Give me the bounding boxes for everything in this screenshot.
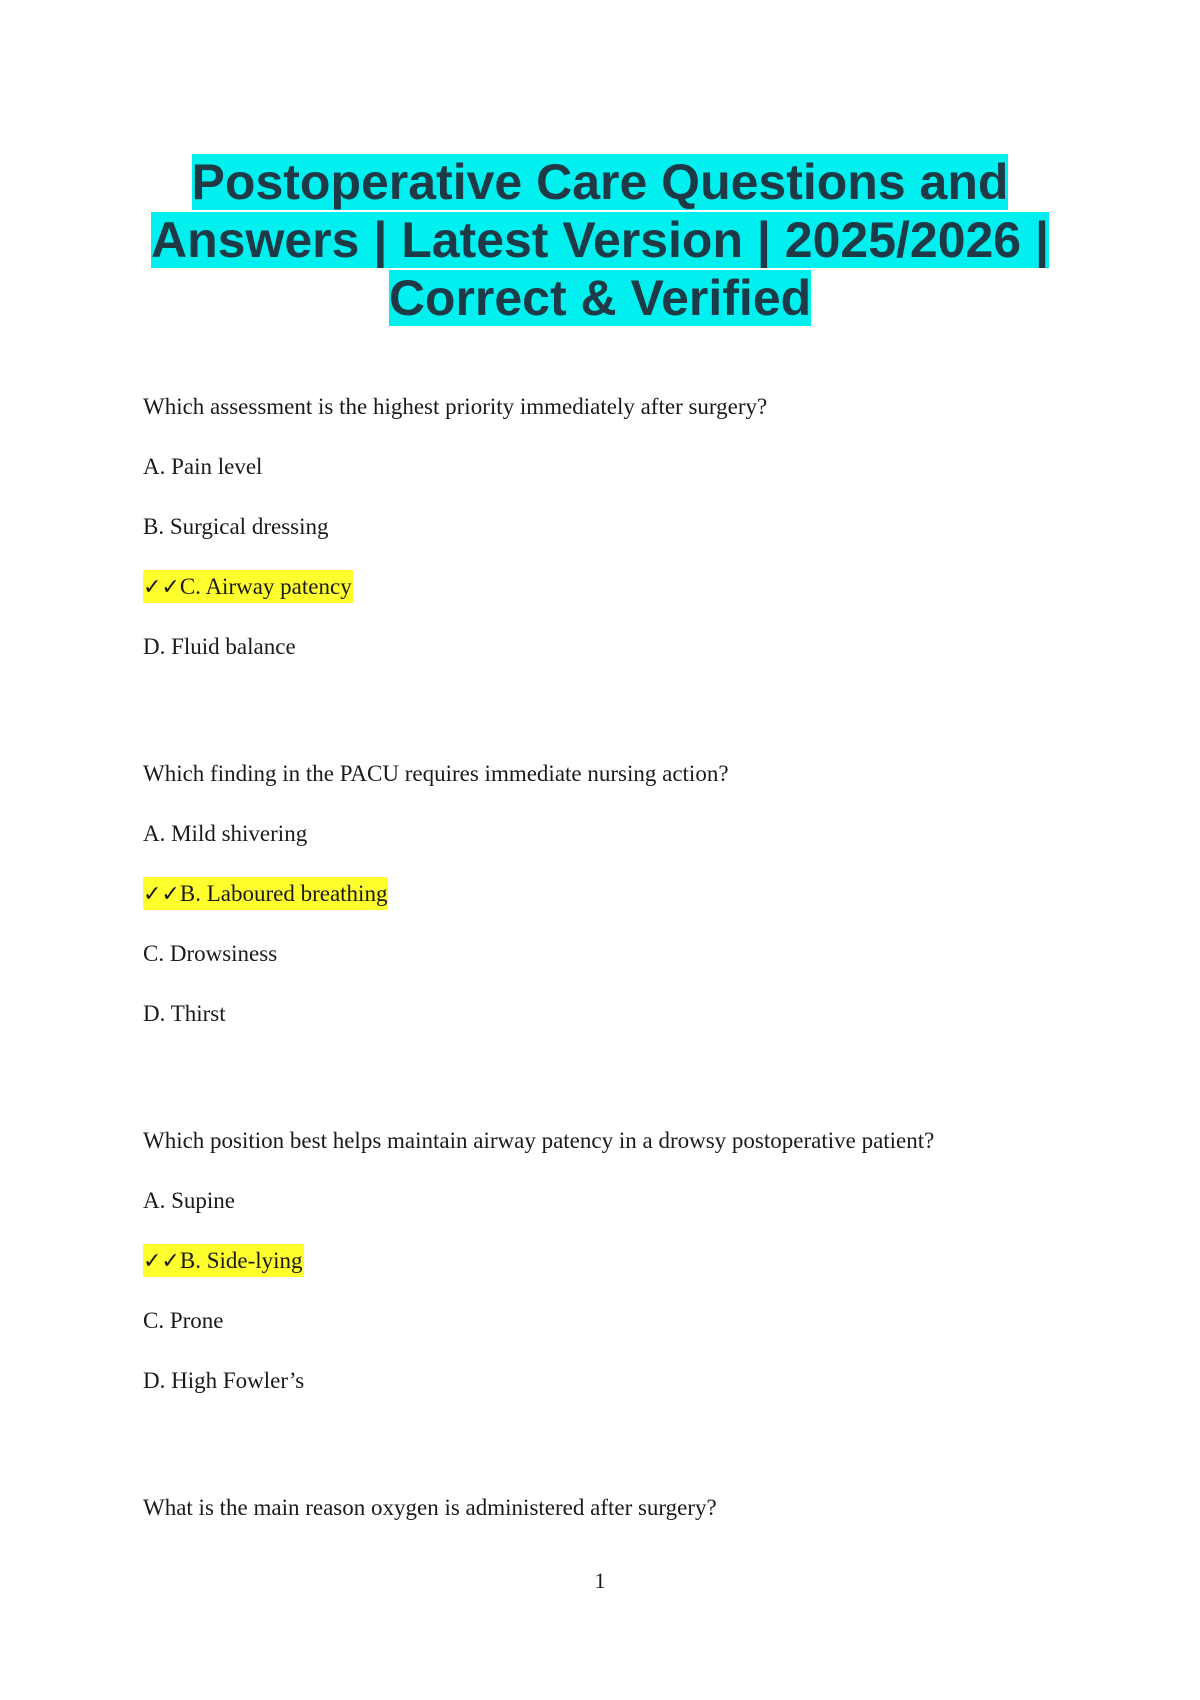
double-check-icon: ✓✓ bbox=[143, 575, 180, 600]
question-text: Which assessment is the highest priority immediately after surgery? bbox=[143, 394, 768, 419]
answer-option bbox=[143, 1187, 1103, 1247]
option-label: C. Drowsiness bbox=[143, 941, 278, 966]
correct-answer-option bbox=[143, 880, 1103, 940]
question-block bbox=[143, 760, 1103, 1127]
option-label: B. Laboured breathing bbox=[179, 881, 388, 906]
title-line: Postoperative Care Questions and bbox=[191, 154, 1009, 210]
option-label: A. Mild shivering bbox=[143, 821, 308, 846]
option-label: B. Surgical dressing bbox=[143, 514, 329, 539]
option-label: B. Side-lying bbox=[179, 1248, 303, 1273]
question-block bbox=[143, 1127, 1103, 1494]
question-text: Which finding in the PACU requires immediate nursing action? bbox=[143, 761, 729, 786]
question-text: What is the main reason oxygen is administered after surgery? bbox=[143, 1495, 717, 1520]
answer-option bbox=[143, 633, 1103, 693]
option-label: A. Supine bbox=[143, 1188, 235, 1213]
document-title bbox=[140, 153, 1060, 327]
option-label: D. High Fowler’s bbox=[143, 1368, 305, 1393]
double-check-icon: ✓✓ bbox=[143, 1249, 180, 1274]
double-check-icon: ✓✓ bbox=[143, 882, 180, 907]
question-text: Which position best helps maintain airway patency in a drowsy postoperative patient? bbox=[143, 1128, 935, 1153]
correct-answer-option bbox=[143, 1247, 1103, 1307]
answer-option bbox=[143, 513, 1103, 573]
question-block bbox=[143, 393, 1103, 760]
questions-list bbox=[143, 393, 1103, 1554]
answer-option bbox=[143, 453, 1103, 513]
question-block bbox=[143, 1494, 1103, 1554]
option-label: A. Pain level bbox=[143, 454, 263, 479]
answer-option bbox=[143, 1307, 1103, 1367]
correct-answer-option bbox=[143, 573, 1103, 633]
option-label: D. Fluid balance bbox=[143, 634, 296, 659]
answer-option bbox=[143, 820, 1103, 880]
answer-option bbox=[143, 1000, 1103, 1060]
title-line: Answers | Latest Version | 2025/2026 | bbox=[151, 212, 1049, 268]
title-line: Correct & Verified bbox=[388, 270, 812, 326]
answer-option bbox=[143, 940, 1103, 1000]
page-number: 1 bbox=[594, 1568, 606, 1593]
option-label: D. Thirst bbox=[143, 1001, 226, 1026]
option-label: C. Prone bbox=[143, 1308, 224, 1333]
answer-option bbox=[143, 1367, 1103, 1427]
option-label: C. Airway patency bbox=[179, 574, 352, 599]
